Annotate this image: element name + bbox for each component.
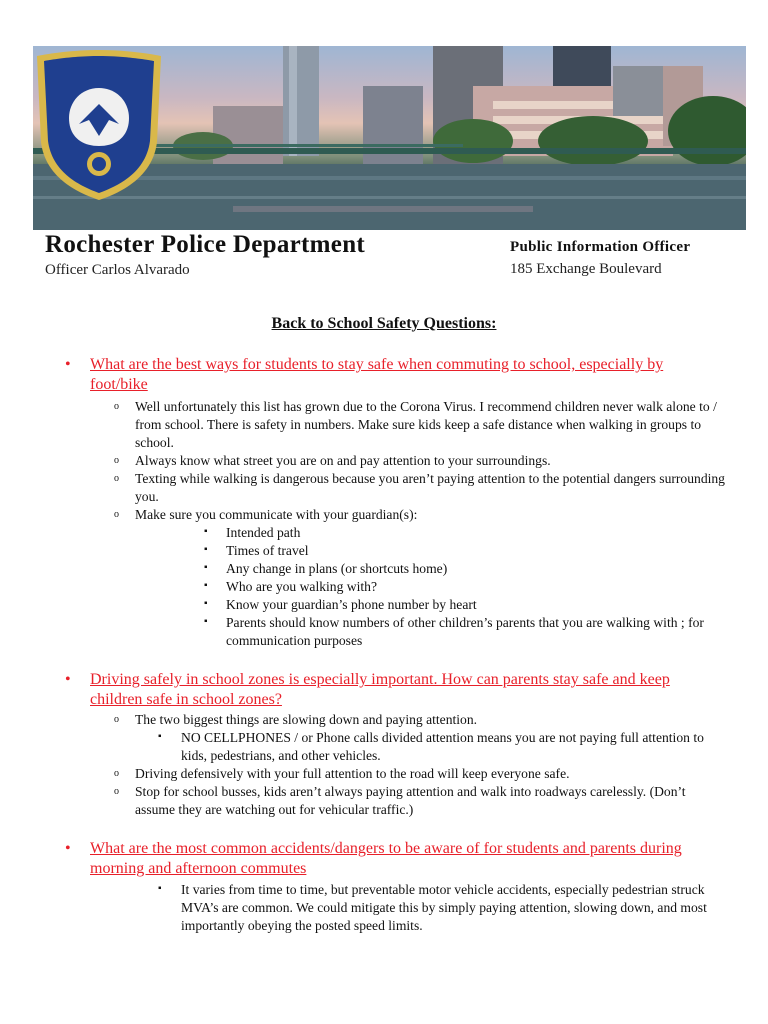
question-3 bbox=[0, 839, 722, 879]
answer-text: Well unfortunately this list has grown due to the Corona Virus. I recommend children never walk alone to / from school. There is safety in numbers. Make sure kids keep a safe distance when walking in groups to school. bbox=[135, 399, 717, 450]
answer-item bbox=[0, 783, 725, 819]
answer-item bbox=[0, 452, 725, 470]
square-marker: ▪ bbox=[158, 883, 162, 894]
sub-answer-text: Intended path bbox=[226, 525, 301, 540]
square-marker: ▪ bbox=[204, 544, 208, 555]
bullet-marker: • bbox=[65, 840, 71, 857]
sub-answer-item bbox=[0, 596, 716, 614]
circle-marker: o bbox=[114, 768, 119, 779]
document-title: Back to School Safety Questions: bbox=[271, 315, 497, 332]
answer-text: Driving defensively with your full attention to the road will keep everyone safe. bbox=[135, 766, 570, 781]
question-1 bbox=[0, 355, 722, 395]
document-body bbox=[0, 355, 768, 935]
sub-answer-item bbox=[0, 881, 721, 935]
office-address: 185 Exchange Boulevard bbox=[510, 261, 662, 277]
circle-marker: o bbox=[114, 786, 119, 797]
header-banner-image bbox=[33, 46, 746, 230]
circle-marker: o bbox=[114, 401, 119, 412]
bullet-marker: • bbox=[65, 671, 71, 688]
answer-item bbox=[0, 398, 725, 452]
department-name: Rochester Police Department bbox=[45, 231, 366, 258]
answer-item bbox=[0, 470, 725, 506]
bullet-marker: • bbox=[65, 356, 71, 373]
circle-marker: o bbox=[114, 509, 119, 520]
answer-text: The two biggest things are slowing down and paying attention. bbox=[135, 712, 478, 727]
officer-role: Public Information Officer bbox=[510, 239, 691, 255]
answer-item bbox=[0, 765, 725, 783]
sub-answer-text: It varies from time to time, but preventable motor vehicle accidents, especially pedestrian struck MVA’s are common. We could mitigate this by simply paying attention, slowing down, and most importantly obeying the posted speed limits. bbox=[181, 882, 707, 933]
answer-item bbox=[0, 711, 725, 729]
sub-answer-text: Times of travel bbox=[226, 543, 309, 558]
square-marker: ▪ bbox=[204, 562, 208, 573]
square-marker: ▪ bbox=[158, 731, 162, 742]
header-right-block bbox=[510, 238, 690, 278]
square-marker: ▪ bbox=[204, 616, 208, 627]
sub-answer-item bbox=[0, 614, 716, 650]
answer-text: Always know what street you are on and pay attention to your surroundings. bbox=[135, 453, 551, 468]
question-text: Driving safely in school zones is especially important. How can parents stay safe and keep children safe in school zones? bbox=[90, 671, 670, 708]
circle-marker: o bbox=[114, 455, 119, 466]
sub-answer-item bbox=[0, 578, 716, 596]
question-2 bbox=[0, 670, 722, 710]
answer-item bbox=[0, 506, 725, 524]
officer-name: Officer Carlos Alvarado bbox=[45, 262, 190, 278]
sub-answer-text: Parents should know numbers of other children’s parents that you are walking with ; for communication purposes bbox=[226, 615, 704, 648]
square-marker: ▪ bbox=[204, 598, 208, 609]
sub-answer-text: Any change in plans (or shortcuts home) bbox=[226, 561, 448, 576]
square-marker: ▪ bbox=[204, 580, 208, 591]
answer-text: Texting while walking is dangerous because you aren’t paying attention to the potential dangers surrounding you. bbox=[135, 471, 725, 504]
square-marker: ▪ bbox=[204, 526, 208, 537]
sub-answer-item bbox=[0, 729, 721, 765]
sub-answer-text: NO CELLPHONES / or Phone calls divided attention means you are not paying full attention to kids, pedestrians, and other vehicles. bbox=[181, 730, 704, 763]
sub-answer-text: Know your guardian’s phone number by heart bbox=[226, 597, 477, 612]
circle-marker: o bbox=[114, 473, 119, 484]
question-text: What are the best ways for students to stay safe when commuting to school, especially by foot/bike bbox=[90, 356, 664, 393]
header-left-block bbox=[45, 230, 365, 279]
police-badge-logo bbox=[33, 46, 165, 202]
question-text: What are the most common accidents/dangers to be aware of for students and parents during morning and afternoon commutes bbox=[90, 840, 682, 877]
answer-text: Stop for school busses, kids aren’t always paying attention and walk into roadways carelessly. (Don’t assume they are watching out for vehicular traffic.) bbox=[135, 784, 686, 817]
sub-answer-item bbox=[0, 542, 716, 560]
circle-marker: o bbox=[114, 714, 119, 725]
sub-answer-item bbox=[0, 524, 716, 542]
sub-answer-text: Who are you walking with? bbox=[226, 579, 377, 594]
sub-answer-item bbox=[0, 560, 716, 578]
answer-text: Make sure you communicate with your guardian(s): bbox=[135, 507, 418, 522]
